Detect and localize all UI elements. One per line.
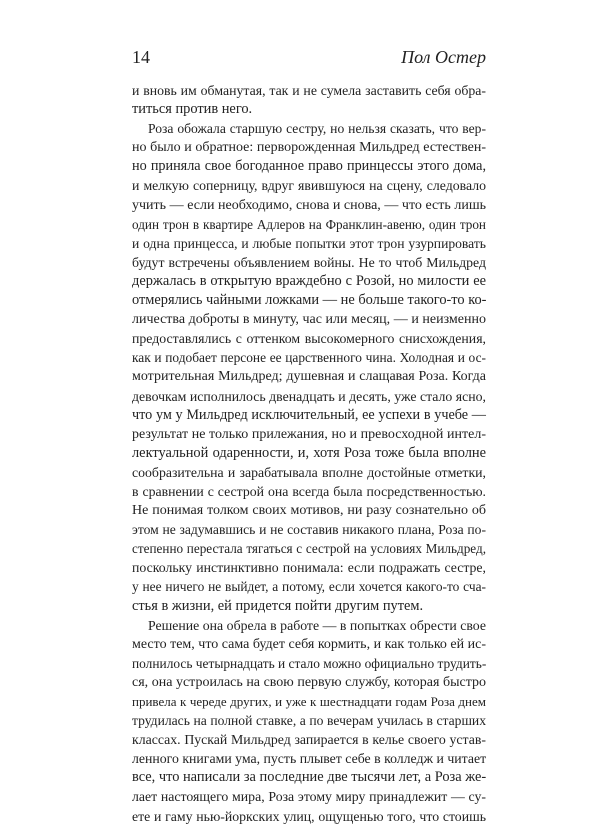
text-line: место тем, что сама будет себя кормить, и как только ей ис- (132, 636, 486, 652)
text-line: отмерялись чайными ложками — не больше такого-то ко- (132, 292, 487, 309)
text-line: Роза обожала старшую сестру, но нельзя сказать, что вер- (148, 121, 486, 137)
text-line: в сравнении с сестрой она всегда была посредственностью. (132, 483, 486, 499)
text-line: держалась в открытую враждебно с Розой, но милости ее (132, 272, 486, 289)
page-number: 14 (132, 47, 150, 67)
text-line: полнилось четырнадцать и стало можно официально трудить- (132, 655, 487, 671)
text-line: привела к череде других, и уже к шестнадцати годам Роза днем (132, 694, 486, 709)
text-line: Не понимая толком своих мотивов, ни разу сознательно об (132, 503, 486, 519)
body-text (132, 81, 486, 826)
text-line: как и подобает персоне ее царственного чина. Холодная и ос- (132, 350, 486, 366)
text-line: степенно перестала тягаться с сестрой на условиях Мильдред, (132, 541, 486, 557)
text-line: мотрительная Мильдред; душевная и слащавая Роза. Когда (132, 369, 486, 385)
text-line: поскольку инстинктивно понимала: если подражать сестре, (132, 560, 486, 576)
text-line: стья в жизни, ей придется пойти другим путем. (132, 597, 424, 614)
text-line: Решение она обрела в работе — в попытках обрести свое (148, 617, 486, 633)
text-line: что ум у Мильдред исключительный, ее успехи в учебе — (132, 406, 486, 423)
text-line: будут встречены объявлением войны. Не то чтоб Мильдред (132, 254, 486, 270)
text-line: ся, она устроилась на свою первую службу, которая быстро (132, 674, 486, 690)
running-title: Пол Остер (401, 47, 486, 67)
text-line: учить — если необходимо, снова и снова, — что есть лишь (132, 197, 486, 213)
text-line: этом не задумавшись и не составив никакого плана, Роза по- (132, 522, 486, 538)
text-line: классах. Пускай Мильдред запирается в келье своего устав- (132, 732, 486, 748)
text-line: предоставлялись с оттенком высокомерного снисхождения, (132, 331, 486, 347)
text-line: лектуальной одаренности, и, хотя Роза тоже была вполне (132, 444, 486, 461)
page-header (132, 47, 486, 71)
text-line: и одна принцесса, и любые попытки этот трон узурпировать (132, 235, 486, 251)
text-line: и мелкую соперницу, вдруг явившуюся на сцену, следовало (132, 178, 486, 194)
text-line: трудилась на полной ставке, а по вечерам училась в старших (132, 713, 486, 729)
text-line: но приняла свое богоданное право принцессы этого дома, (132, 158, 486, 175)
text-line: результат не только прилежания, но и превосходной интел- (132, 426, 486, 442)
text-line: все, что написали за последние две тысячи лет, а Роза же- (132, 769, 487, 786)
text-line: девочкам исполнилось двенадцать и десять, уже стало ясно, (132, 388, 486, 404)
text-line: лает настоящего мира, Роза этому миру принадлежит — су- (132, 789, 486, 805)
text-line: у нее ничего не выйдет, а потому, если хочется какого-то сча- (132, 579, 486, 595)
text-line: сообразительна и зарабатывала вполне достойные отметки, (132, 464, 486, 480)
text-line: но было и обратное: перворожденная Мильдред естествен- (132, 140, 486, 156)
text-line: и вновь им обманутая, так и не сумела заставить себя обра- (132, 83, 486, 98)
text-line: личества доброты в минуту, час или месяц, — и неизменно (132, 312, 486, 328)
text-line: титься против него. (132, 101, 253, 118)
text-line: ленного книгами ума, пусть плывет себе в колледж и читает (132, 751, 487, 767)
text-line: ете и гаму нью-йоркских улиц, ощущенью того, что стоишь (132, 808, 486, 824)
text-line: один трон в квартире Адлеров на Франклин-авеню, один трон (132, 216, 486, 232)
